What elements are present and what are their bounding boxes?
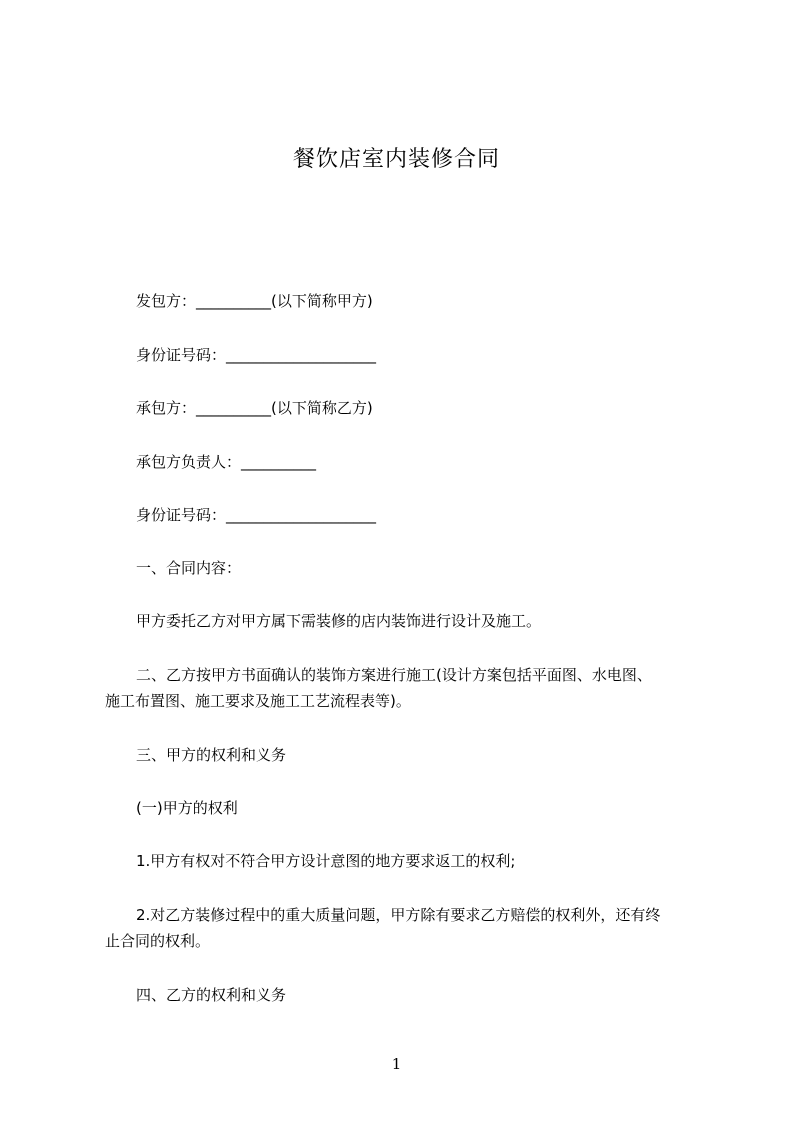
page-number: 1 <box>391 1055 402 1073</box>
document-title: 餐饮店室内装修合同 <box>292 147 500 172</box>
section-2-line-2: 施工布置图、施工要求及施工工艺流程表等)。 <box>105 692 411 710</box>
section-1-heading: 一、合同内容： <box>136 559 242 577</box>
party-b-principal-line: 承包方负责人：__________ <box>136 453 317 471</box>
section-3-heading: 三、甲方的权利和义务 <box>136 746 287 764</box>
section-4-heading: 四、乙方的权利和义务 <box>136 986 287 1004</box>
party-a-id-line: 身份证号码：____________________ <box>136 346 377 364</box>
clause-2-line-1: 2.对乙方装修过程中的重大质量问题，甲方除有要求乙方赔偿的权利外，还有终 <box>136 906 661 924</box>
party-b-id-line: 身份证号码：____________________ <box>136 506 377 524</box>
section-1-body: 甲方委托乙方对甲方属下需装修的店内装饰进行设计及施工。 <box>136 612 542 630</box>
clause-2-line-2: 止合同的权利。 <box>105 932 211 950</box>
clause-1-line: 1.甲方有权对不符合甲方设计意图的地方要求返工的权利; <box>136 852 516 870</box>
section-3-sub-heading: (一)甲方的权利 <box>136 799 238 817</box>
party-a-line: 发包方：__________(以下简称甲方) <box>136 292 373 310</box>
party-b-line: 承包方：__________(以下简称乙方) <box>136 399 373 417</box>
section-2-line-1: 二、乙方按甲方书面确认的装饰方案进行施工(设计方案包括平面图、水电图、 <box>136 666 652 684</box>
